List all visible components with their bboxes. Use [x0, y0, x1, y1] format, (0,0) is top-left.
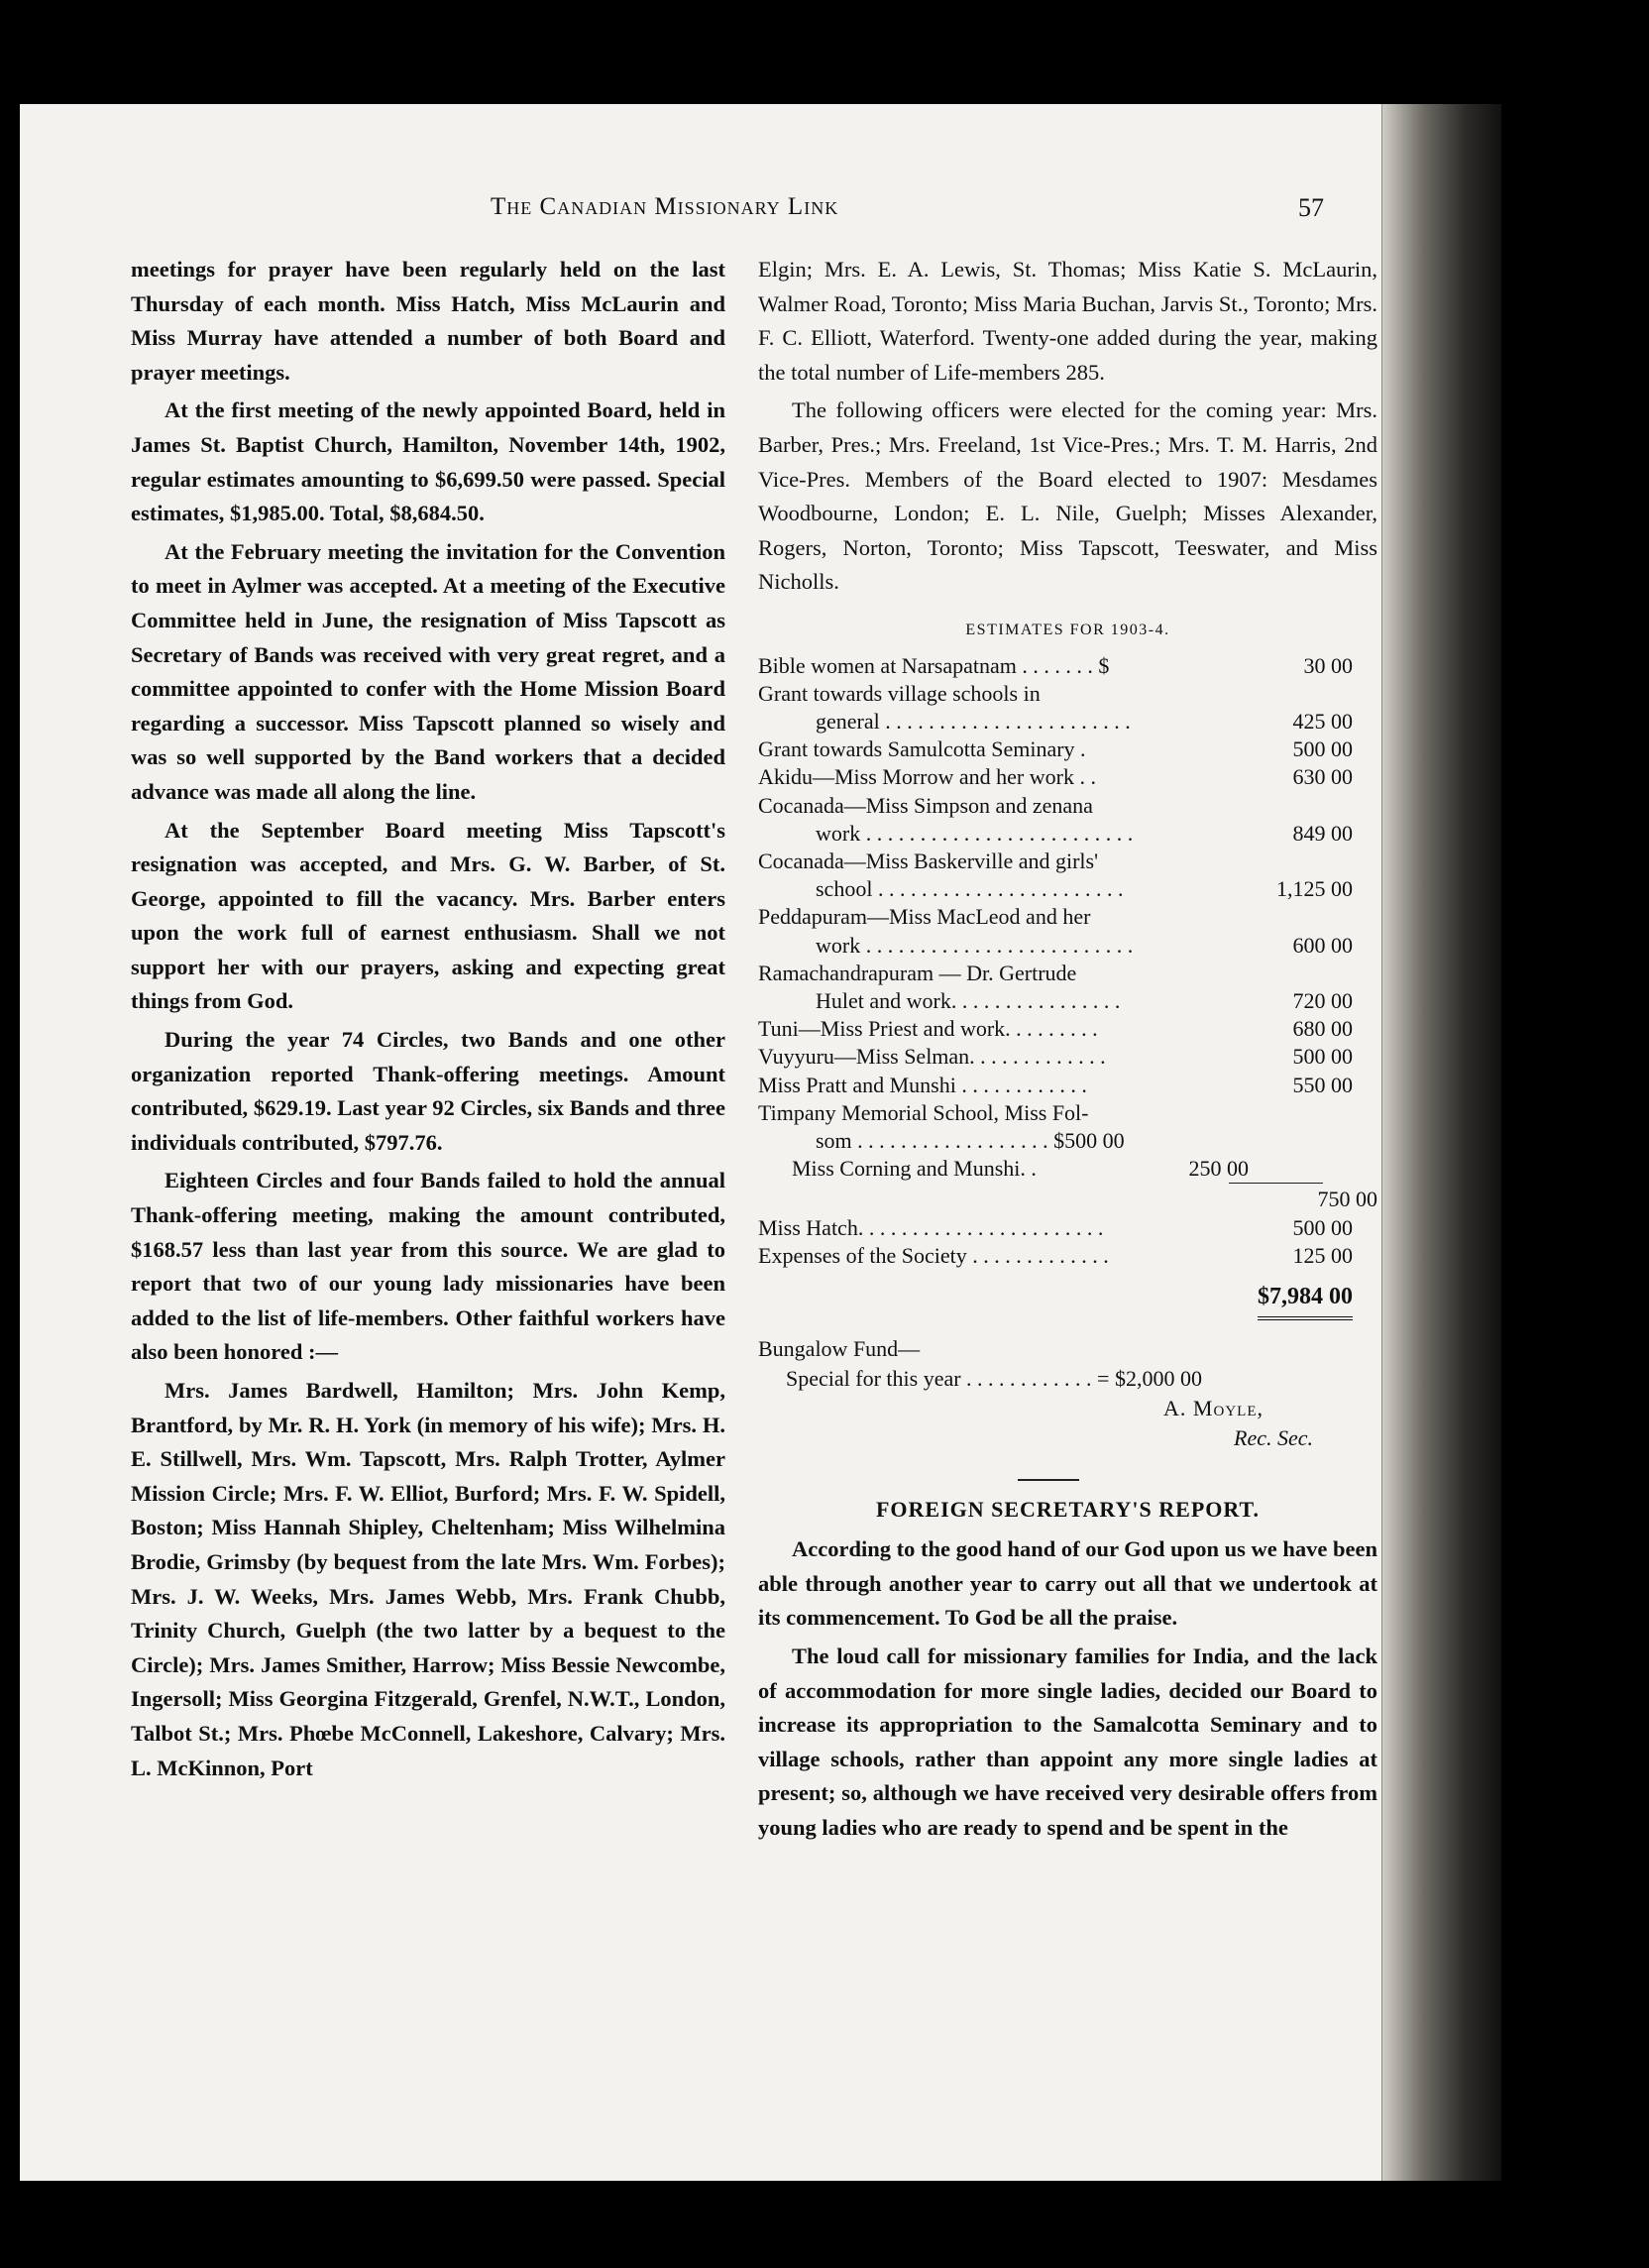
estimate-label: Grant towards village schools in	[758, 680, 1041, 706]
estimates-table-continued	[758, 1214, 1353, 1270]
estimate-label: work . . . . . . . . . . . . . . . . . . . . . . . . .	[816, 820, 1134, 846]
estimate-row	[758, 903, 1353, 931]
estimate-label: Miss Corning and Munshi. .	[792, 1156, 1037, 1182]
estimate-label: Akidu—Miss Morrow and her work . .	[758, 764, 1096, 790]
estimate-amount: 30 00	[1303, 652, 1353, 678]
estimate-row	[758, 708, 1353, 736]
estimate-row	[758, 680, 1353, 708]
paragraph: At the first meeting of the newly appointed Board, held in James St. Baptist Church, Hamilton, November 14th, 1902, regular estimates amounting to $6,699.50 were passed. Special estimates, $1,985.00. Total, $8,684.50.	[131, 397, 725, 526]
estimate-amount: 1,125 00	[1276, 876, 1353, 902]
journal-title: The Canadian Missionary Link	[491, 193, 839, 220]
estimate-label: Cocanada—Miss Baskerville and girls'	[758, 848, 1099, 873]
estimate-row	[758, 1127, 1353, 1155]
estimate-row	[758, 1155, 1353, 1183]
right-column	[758, 253, 1377, 1850]
estimate-row	[758, 987, 1353, 1015]
signature-name: A. Moyle,	[1163, 1395, 1264, 1420]
running-head	[20, 193, 1397, 233]
estimate-row	[758, 820, 1353, 848]
subtotal-rule	[1229, 1183, 1323, 1184]
bungalow-fund	[758, 1334, 1353, 1453]
fund-row-label: Special for this year . . . . . . . . . . . . = $2,000 00	[786, 1365, 1202, 1391]
estimate-row	[758, 1043, 1353, 1071]
estimate-label: Timpany Memorial School, Miss Fol-	[758, 1099, 1089, 1125]
estimates-table	[758, 652, 1353, 1184]
estimate-label: som . . . . . . . . . . . . . . . . . . $500 00	[816, 1127, 1125, 1153]
estimate-label: Miss Hatch. . . . . . . . . . . . . . . . . . . . . . .	[758, 1214, 1104, 1240]
foreign-report-heading: FOREIGN SECRETARY'S REPORT.	[875, 1496, 1261, 1522]
estimate-amount: 425 00	[1292, 708, 1353, 734]
paragraph: At the September Board meeting Miss Tapscott's resignation was accepted, and Mrs. G. W. Barber, of St. George, appointed to fill the vacancy. Mrs. Barber enters upon the work full of earnest enthusiasm. Shall we not support her with our prayers, asking and expecting great things from God.	[131, 817, 725, 1014]
estimate-row	[758, 1015, 1353, 1043]
paragraph: During the year 74 Circles, two Bands and one other organization reported Thank-offering meetings. Amount contributed, $629.19. Last year 92 Circles, six Bands and three individuals contributed, $797.76.	[131, 1027, 725, 1155]
estimate-row	[758, 1099, 1353, 1127]
estimate-row	[758, 1242, 1353, 1270]
estimate-amount: 550 00	[1292, 1072, 1353, 1097]
estimate-amount: 500 00	[1292, 737, 1353, 762]
estimate-label: Ramachandrapuram — Dr. Gertrude	[758, 960, 1077, 985]
estimate-amount: 500 00	[1292, 1044, 1353, 1070]
estimate-subamount: 250 00	[1188, 1156, 1249, 1182]
estimate-row	[758, 736, 1353, 763]
paragraph: At the February meeting the invitation for the Convention to meet in Aylmer was accepted. At a meeting of the Executive Committee held in June, the resignation of Miss Tapscott as Secretary of Bands was received with very great regret, and a committee appointed to confer with the Home Mission Board regarding a successor. Miss Tapscott planned so wisely and was so well supported by the Band workers that a decided advance was made all along the line.	[131, 538, 725, 804]
estimate-row	[758, 932, 1353, 960]
estimate-label: Bible women at Narsapatnam . . . . . . . $	[758, 652, 1110, 678]
estimate-label: general . . . . . . . . . . . . . . . . . . . . . . .	[816, 708, 1131, 734]
estimate-row	[758, 960, 1353, 987]
estimate-label: Tuni—Miss Priest and work. . . . . . . . .	[758, 1016, 1098, 1042]
estimate-row	[758, 1072, 1353, 1099]
estimate-label: Expenses of the Society . . . . . . . . . . . . .	[758, 1242, 1109, 1268]
estimate-amount: 500 00	[1292, 1214, 1353, 1240]
estimate-row	[758, 848, 1353, 875]
estimate-label: school . . . . . . . . . . . . . . . . . . . . . . .	[816, 876, 1124, 902]
paragraph: Elgin; Mrs. E. A. Lewis, St. Thomas; Miss Katie S. McLaurin, Walmer Road, Toronto; Miss Maria Buchan, Jarvis St., Toronto; Mrs. F. C. Elliott, Waterford. Twenty-one added during the year, making the total number of Life-members 285.	[758, 257, 1377, 385]
paragraph: According to the good hand of our God upon us we have been able through another year to carry out all that we undertook at its commencement. To God be all the praise.	[758, 1536, 1377, 1631]
estimates-subtotal: 750 00	[1317, 1187, 1377, 1212]
estimate-label: work . . . . . . . . . . . . . . . . . . . . . . . . .	[816, 932, 1134, 958]
estimate-row	[758, 875, 1353, 903]
estimates-total-line	[758, 1276, 1353, 1320]
estimate-amount: 849 00	[1292, 820, 1353, 846]
estimates-heading: ESTIMATES FOR 1903-4.	[965, 621, 1170, 638]
paragraph: Mrs. James Bardwell, Hamilton; Mrs. John Kemp, Brantford, by Mr. R. H. York (in memory of his wife); Mrs. H. E. Stillwell, Mrs. Wm. Tapscott, Mrs. Ralph Trotter, Aylmer Mission Circle; Mrs. F. W. Elliot, Burford; Mrs. F. W. Spidell, Boston; Miss Hannah Shipley, Cheltenham; Miss Wilhelmina Brodie, Grimsby (by bequest from the late Mrs. Wm. Forbes); Mrs. J. W. Weeks, Mrs. James Webb, Mrs. Frank Chubb, Trinity Church, Guelph (the two latter by a bequest to the Circle); Mrs. James Smither, Harrow; Miss Bessie Newcombe, Ingersoll; Miss Georgina Fitzgerald, Grenfel, N.W.T., London, Talbot St.; Mrs. Phœbe McConnell, Lakeshore, Calvary; Mrs. L. McKinnon, Port	[131, 1378, 725, 1780]
estimate-label: Peddapuram—Miss MacLeod and her	[758, 904, 1091, 930]
fund-row	[758, 1364, 1353, 1394]
estimate-label: Cocanada—Miss Simpson and zenana	[758, 792, 1093, 818]
paragraph: The following officers were elected for the coming year: Mrs. Barber, Pres.; Mrs. Freeland, 1st Vice-Pres.; Mrs. T. M. Harris, 2nd Vice-Pres. Members of the Board elected to 1907: Mesdames Woodbourne, London; E. L. Nile, Guelph; Misses Alexander, Rogers, Norton, Toronto; Miss Tapscott, Teeswater, and Miss Nicholls.	[758, 397, 1377, 595]
estimate-row	[758, 652, 1353, 680]
paragraph: Eighteen Circles and four Bands failed to hold the annual Thank-offering meeting, making the amount contributed, $168.57 less than last year from this source. We are glad to report that two of our young lady missionaries have been added to the list of life-members. Other faithful workers have also been honored :—	[131, 1168, 725, 1365]
estimate-amount: 630 00	[1292, 764, 1353, 790]
paragraph: The loud call for missionary families for India, and the lack of accommodation for more single ladies, decided our Board to increase its appropriation to the Samalcotta Seminary and to village schools, rather than appoint any more single ladies at present; so, although we have received very desirable offers from young ladies who are ready to spend and be spent in the	[758, 1643, 1377, 1840]
estimate-amount: 600 00	[1292, 932, 1353, 958]
fund-label: Bungalow Fund—	[758, 1335, 921, 1361]
book-page	[20, 104, 1501, 2181]
signature-title: Rec. Sec.	[1234, 1424, 1313, 1450]
section-divider	[1018, 1479, 1079, 1481]
estimate-amount: 125 00	[1292, 1242, 1353, 1268]
estimate-row	[758, 763, 1353, 791]
estimates-subtotal-row	[758, 1186, 1377, 1213]
estimate-label: Vuyyuru—Miss Selman. . . . . . . . . . . . .	[758, 1044, 1106, 1070]
estimate-label: Grant towards Samulcotta Seminary .	[758, 737, 1086, 762]
left-column	[131, 253, 725, 1789]
estimate-row	[758, 792, 1353, 820]
estimate-row	[758, 1214, 1353, 1242]
estimate-amount: 680 00	[1292, 1016, 1353, 1042]
paragraph: meetings for prayer have been regularly held on the last Thursday of each month. Miss Hatch, Miss McLaurin and Miss Murray have attended a number of both Board and prayer meetings.	[131, 257, 725, 385]
page-number: 57	[1298, 193, 1324, 222]
estimate-label: Miss Pratt and Munshi . . . . . . . . . . . .	[758, 1072, 1087, 1097]
estimate-amount: 720 00	[1292, 987, 1353, 1013]
estimates-total: $7,984 00	[1258, 1276, 1353, 1320]
estimate-label: Hulet and work. . . . . . . . . . . . . . . .	[816, 987, 1121, 1013]
book-spine	[1382, 104, 1501, 2181]
